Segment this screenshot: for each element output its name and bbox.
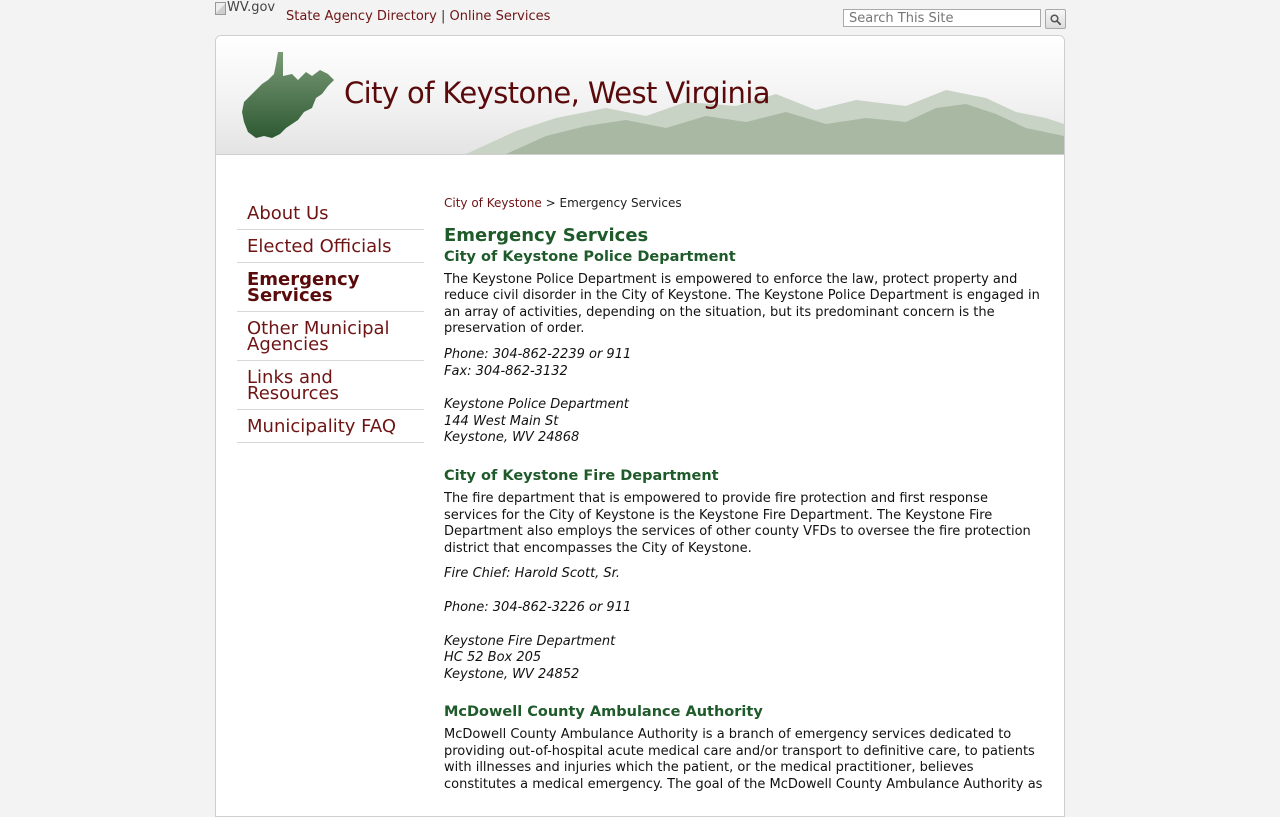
- police-address-street: 144 West Main St: [444, 413, 559, 429]
- sidebar-nav: [237, 194, 424, 443]
- fire-contact: [444, 566, 1044, 683]
- state-agency-directory-link[interactable]: State Agency Directory: [286, 9, 437, 24]
- sidebar-item-about-us[interactable]: About Us: [237, 194, 424, 230]
- top-utility-bar: [215, 0, 1065, 36]
- wv-gov-logo-link[interactable]: [215, 0, 275, 15]
- sidebar-item-emergency-services[interactable]: Emergency Services: [237, 263, 424, 312]
- page-frame: [215, 35, 1065, 817]
- police-fax: Fax: 304-862-3132: [444, 363, 568, 379]
- police-address-city: Keystone, WV 24868: [444, 430, 580, 446]
- fire-phone: Phone: 304-862-3226 or 911: [444, 599, 632, 615]
- sidebar-item-elected-officials[interactable]: Elected Officials: [237, 230, 424, 263]
- online-services-link[interactable]: Online Services: [449, 9, 551, 24]
- sidebar-item-links-and-resources[interactable]: Links and Resources: [237, 361, 424, 410]
- search-icon: [1050, 14, 1061, 25]
- search-button[interactable]: [1045, 9, 1066, 29]
- sidebar-item-municipality-faq[interactable]: Municipality FAQ: [237, 410, 424, 443]
- search-input[interactable]: [843, 9, 1041, 27]
- fire-heading: City of Keystone Fire Department: [444, 467, 719, 484]
- page-title: Emergency Services: [444, 224, 649, 246]
- breadcrumb-current: Emergency Services: [559, 196, 682, 210]
- wv-gov-logo-alt: WV.gov: [227, 0, 276, 15]
- site-banner: [216, 36, 1064, 155]
- fire-address-name: Keystone Fire Department: [444, 633, 616, 649]
- breadcrumb-home-link[interactable]: City of Keystone: [444, 196, 542, 210]
- police-phone: Phone: 304-862-2239 or 911: [444, 346, 632, 362]
- police-heading: City of Keystone Police Department: [444, 248, 736, 265]
- fire-chief: Fire Chief: Harold Scott, Sr.: [444, 566, 620, 582]
- police-contact: [444, 347, 1044, 447]
- police-body: The Keystone Police Department is empowered to enforce the law, protect property and reduce civil disorder in the City of Keystone. The Keystone Police Department is engaged in an array of activities, depending on the situation, but its predominant concern is the preservation of order.: [444, 271, 1040, 337]
- site-search: [843, 9, 1066, 29]
- top-links: [286, 9, 550, 24]
- breadcrumb: [444, 195, 1044, 212]
- site-title: City of Keystone, West Virginia: [344, 76, 770, 110]
- west-virginia-state-icon: [240, 50, 336, 140]
- fire-body: The fire department that is empowered to provide fire protection and first response services for the City of Keystone is the Keystone Fire Department. The Keystone Fire Department also employs the services of other county VFDs to oversee the fire protection district that encompasses the City of Keystone.: [444, 490, 1031, 556]
- police-address-name: Keystone Police Department: [444, 397, 629, 413]
- broken-image-icon: [215, 2, 226, 15]
- top-links-separator: |: [440, 9, 446, 24]
- ambulance-heading: McDowell County Ambulance Authority: [444, 704, 763, 721]
- ambulance-body: McDowell County Ambulance Authority is a branch of emergency services dedicated to providing out-of-hospital acute medical care and/or transport to definitive care, to patients with illnesses and injuries which the patient, or the medical practitioner, believes constitutes a medical emergency. The goal of the McDowell County Ambulance Authority as: [444, 727, 1043, 793]
- sidebar-item-other-municipal-agencies[interactable]: Other Municipal Agencies: [237, 312, 424, 361]
- breadcrumb-separator: >: [545, 196, 556, 210]
- fire-address-box: HC 52 Box 205: [444, 650, 542, 666]
- main-content: [444, 194, 1044, 794]
- fire-address-city: Keystone, WV 24852: [444, 666, 580, 682]
